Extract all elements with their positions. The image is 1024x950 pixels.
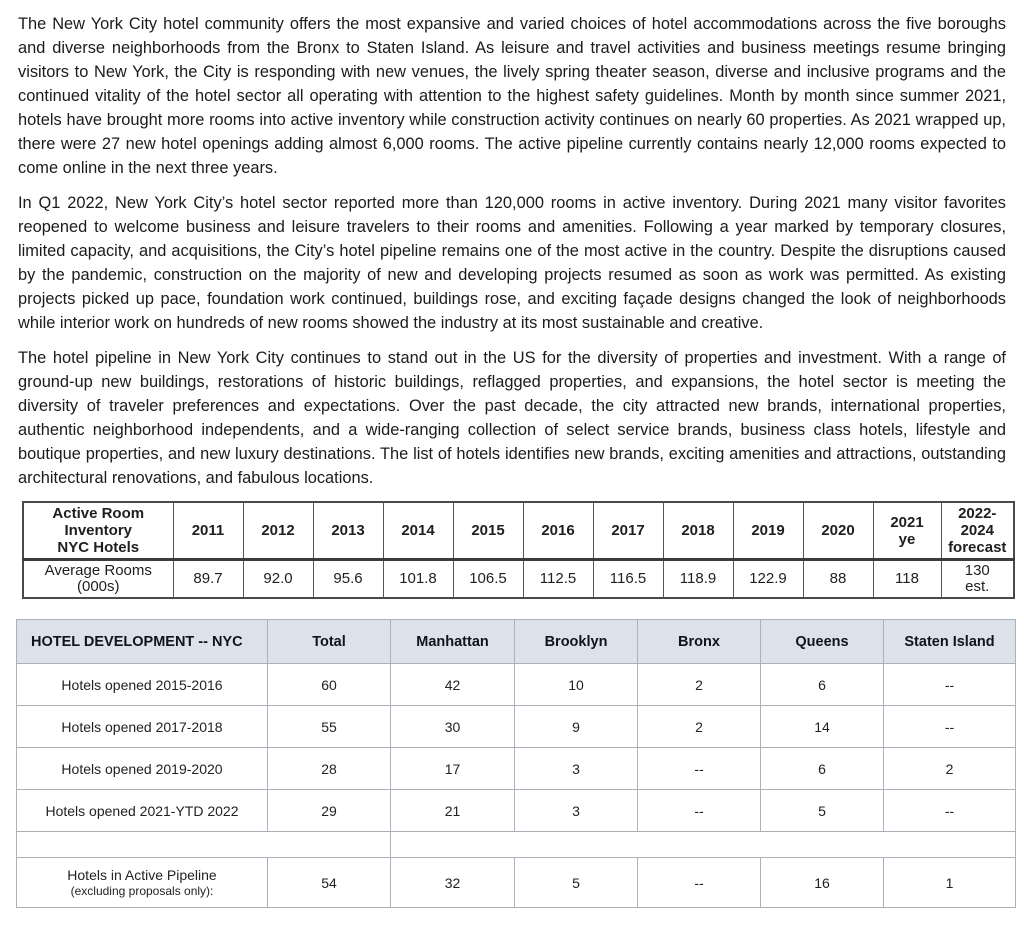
cell-total: 54 bbox=[268, 858, 391, 908]
cell-manhattan: 17 bbox=[391, 748, 515, 790]
column-total-header: Total bbox=[268, 620, 391, 664]
cell-queens: 16 bbox=[761, 858, 884, 908]
cell-bronx: 2 bbox=[638, 664, 761, 706]
pipeline-sublabel: (excluding proposals only): bbox=[70, 884, 214, 898]
cell-total: 55 bbox=[268, 706, 391, 748]
development-title-cell: HOTEL DEVELOPMENT -- NYC bbox=[17, 620, 268, 664]
average-rooms-row bbox=[23, 560, 1014, 599]
rooms-value-forecast bbox=[941, 560, 1014, 599]
table-row-active-pipeline bbox=[17, 858, 1016, 908]
cell-brooklyn: 9 bbox=[515, 706, 638, 748]
cell-staten-island: 2 bbox=[884, 748, 1016, 790]
cell-staten-island: -- bbox=[884, 790, 1016, 832]
cell-bronx: -- bbox=[638, 790, 761, 832]
spacer-row bbox=[17, 832, 1016, 858]
development-header-row bbox=[17, 620, 1016, 664]
inventory-header-row bbox=[23, 502, 1014, 560]
average-rooms-label-cell bbox=[23, 560, 173, 599]
year-2021-ye-line: 2021 bbox=[890, 513, 924, 531]
year-2021-ye-line: ye bbox=[898, 530, 916, 548]
row-label: Hotels opened 2017-2018 bbox=[17, 706, 268, 748]
year-2013-header: 2013 bbox=[313, 502, 383, 560]
rooms-value-2016: 112.5 bbox=[523, 560, 593, 599]
column-queens-header: Queens bbox=[761, 620, 884, 664]
cell-bronx: -- bbox=[638, 858, 761, 908]
column-bronx-header: Bronx bbox=[638, 620, 761, 664]
row-label: Hotels opened 2015-2016 bbox=[17, 664, 268, 706]
forecast-header bbox=[941, 502, 1014, 560]
year-2015-header: 2015 bbox=[453, 502, 523, 560]
cell-brooklyn: 5 bbox=[515, 858, 638, 908]
cell-queens: 5 bbox=[761, 790, 884, 832]
cell-bronx: 2 bbox=[638, 706, 761, 748]
year-2020-header: 2020 bbox=[803, 502, 873, 560]
year-2012-header: 2012 bbox=[243, 502, 313, 560]
table-row-opened-2017-2018 bbox=[17, 706, 1016, 748]
cell-brooklyn: 3 bbox=[515, 748, 638, 790]
rooms-value-2012: 92.0 bbox=[243, 560, 313, 599]
forecast-header-line: 2024 bbox=[960, 522, 994, 539]
cell-total: 29 bbox=[268, 790, 391, 832]
spacer-cell bbox=[391, 832, 1016, 858]
average-rooms-label-line: (000s) bbox=[76, 578, 120, 595]
paragraph-q1-2022: In Q1 2022, New York City’s hotel sector reported more than 120,000 rooms in active inventory. During 2021 many visitor favorites reopened to welcome business and leisure travelers to their rooms and amenities. Following a year marked by temporary closures, limited capacity, and acquisitions, the City’s hotel pipeline remains one of the most active in the country. Despite the disruptions caused by the pandemic, construction on the majority of new and developing projects resumed as soon as work was permitted. As existing projects picked up pace, foundation work continued, buildings rose, and exciting façade designs changed the look of neighborhoods while interior work on hundreds of new rooms showed the industry at its most sustainable and creative. bbox=[18, 194, 1006, 332]
rooms-value-2017: 116.5 bbox=[593, 560, 663, 599]
year-2021-ye-header bbox=[873, 502, 941, 560]
pipeline-label: Hotels in Active Pipeline bbox=[67, 867, 217, 883]
column-brooklyn-header: Brooklyn bbox=[515, 620, 638, 664]
active-room-inventory-table bbox=[22, 501, 1015, 599]
year-2011-header: 2011 bbox=[173, 502, 243, 560]
rooms-value-2014: 101.8 bbox=[383, 560, 453, 599]
cell-brooklyn: 10 bbox=[515, 664, 638, 706]
column-staten-island-header: Staten Island bbox=[884, 620, 1016, 664]
hotel-development-table bbox=[16, 619, 1016, 908]
row-label: Hotels opened 2021-YTD 2022 bbox=[17, 790, 268, 832]
spacer-cell bbox=[17, 832, 391, 858]
rooms-value-2011: 89.7 bbox=[173, 560, 243, 599]
average-rooms-label-line: Average Rooms bbox=[44, 562, 152, 579]
cell-queens: 6 bbox=[761, 748, 884, 790]
row-label: Hotels opened 2019-2020 bbox=[17, 748, 268, 790]
inventory-title-line: NYC Hotels bbox=[57, 539, 140, 556]
rooms-value-2020: 88 bbox=[803, 560, 873, 599]
rooms-value-2013: 95.6 bbox=[313, 560, 383, 599]
year-2017-header: 2017 bbox=[593, 502, 663, 560]
forecast-value-line: est. bbox=[965, 578, 990, 595]
cell-brooklyn: 3 bbox=[515, 790, 638, 832]
paragraph-hotel-pipeline: The hotel pipeline in New York City continues to stand out in the US for the diversity of properties and investment. With a range of ground-up new buildings, restorations of historic buildings, reflagged properties, and expansions, the hotel sector is meeting the diversity of traveler preferences and expectations. Over the past decade, the city attracted new brands, international properties, authentic neighborhood independents, and a wide-ranging collection of select service brands, business class hotels, lifestyle and boutique properties, and new luxury destinations. The list of hotels identifies new brands, exciting amenities and attractions, outstanding architectural renovations, and fabulous locations. bbox=[18, 349, 1006, 487]
cell-manhattan: 42 bbox=[391, 664, 515, 706]
inventory-title-line: Inventory bbox=[64, 522, 132, 539]
year-2014-header: 2014 bbox=[383, 502, 453, 560]
rooms-value-2021-ye: 118 bbox=[873, 560, 941, 599]
inventory-title-cell bbox=[23, 502, 173, 560]
year-2018-header: 2018 bbox=[663, 502, 733, 560]
cell-total: 60 bbox=[268, 664, 391, 706]
forecast-header-line: 2022- bbox=[958, 505, 997, 522]
table-row-opened-2021-ytd-2022 bbox=[17, 790, 1016, 832]
paragraph-hotel-community: The New York City hotel community offers the most expansive and varied choices of hotel accommodations across the five boroughs and diverse neighborhoods from the Bronx to Staten Island. As leisure and travel activities and business meetings resume bringing visitors to New York, the City is responding with new venues, the lively spring theater season, diverse and inclusive programs and the continued vitality of the hotel sector all operating with attention to the highest safety guidelines. Month by month since summer 2021, hotels have brought more rooms into active inventory while construction activity continues on nearly 60 properties. As 2021 wrapped up, there were 27 new hotel openings adding almost 6,000 rooms. The active pipeline currently contains nearly 12,000 rooms expected to come online in the next three years. bbox=[18, 15, 1006, 177]
cell-staten-island: -- bbox=[884, 706, 1016, 748]
year-2016-header: 2016 bbox=[523, 502, 593, 560]
pipeline-label-cell bbox=[17, 858, 268, 908]
cell-total: 28 bbox=[268, 748, 391, 790]
cell-queens: 14 bbox=[761, 706, 884, 748]
cell-manhattan: 32 bbox=[391, 858, 515, 908]
cell-staten-island: 1 bbox=[884, 858, 1016, 908]
cell-staten-island: -- bbox=[884, 664, 1016, 706]
year-2019-header: 2019 bbox=[733, 502, 803, 560]
cell-bronx: -- bbox=[638, 748, 761, 790]
rooms-value-2015: 106.5 bbox=[453, 560, 523, 599]
cell-manhattan: 21 bbox=[391, 790, 515, 832]
forecast-header-line: forecast bbox=[948, 539, 1007, 556]
cell-queens: 6 bbox=[761, 664, 884, 706]
inventory-title-line: Active Room bbox=[52, 505, 145, 522]
rooms-value-2018: 118.9 bbox=[663, 560, 733, 599]
column-manhattan-header: Manhattan bbox=[391, 620, 515, 664]
rooms-value-2019: 122.9 bbox=[733, 560, 803, 599]
forecast-value-line: 130 bbox=[964, 562, 990, 579]
table-row-opened-2015-2016 bbox=[17, 664, 1016, 706]
cell-manhattan: 30 bbox=[391, 706, 515, 748]
table-row-opened-2019-2020 bbox=[17, 748, 1016, 790]
